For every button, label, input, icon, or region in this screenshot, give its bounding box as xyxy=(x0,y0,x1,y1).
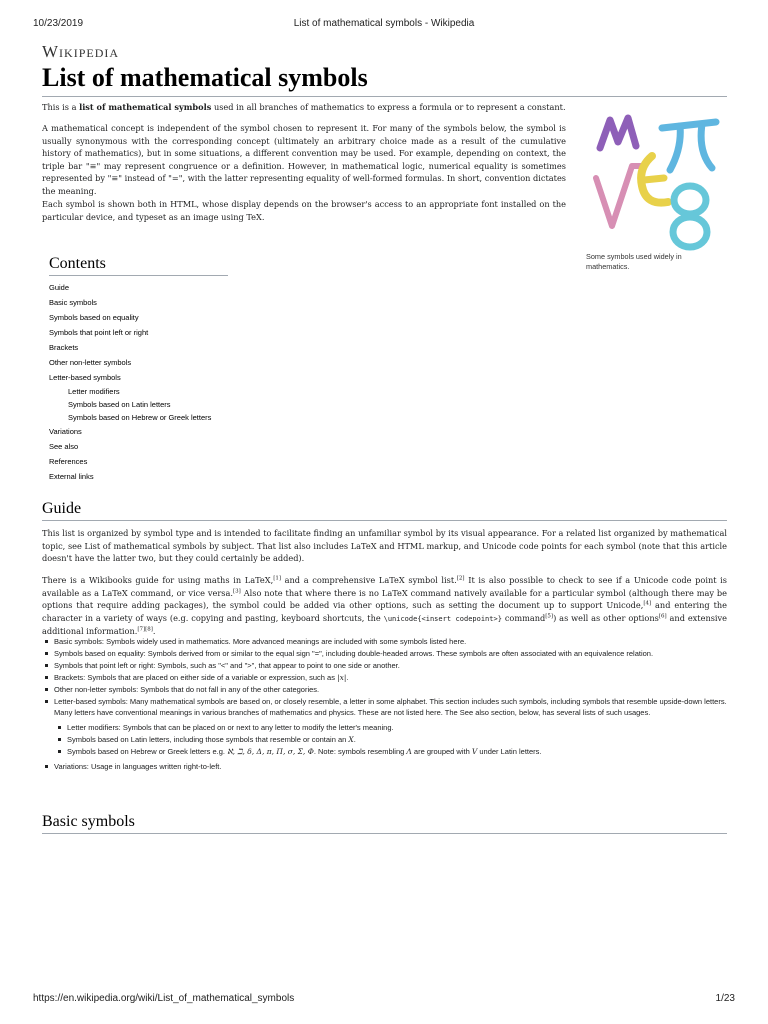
guide-p2-text: ) as well as other options xyxy=(553,612,659,623)
toc-item[interactable]: Symbols that point left or right xyxy=(49,328,149,337)
math-symbols-image[interactable] xyxy=(582,108,727,258)
guide-p2-text: It is also possible to check to see if a Unicode code point is available as a LaTeX command, or vice versa. xyxy=(42,575,728,598)
page-title: List of mathematical symbols xyxy=(42,63,727,97)
list-item-text: . xyxy=(346,673,349,682)
sub-list xyxy=(54,722,727,757)
guide-paragraph-1: This list is organized by symbol type and is intended to facilitate finding an unfamiliar symbol by its visual appearance. For a related list organized by mathematical topic, see List of mathematical symbols by subject. That list also includes LaTeX and HTML markup, and Unicode code points for each symbol (note that this article doesn't have the latter two, but they could certainly be added). xyxy=(42,528,727,563)
reference-link[interactable]: [5] xyxy=(545,612,554,619)
list-item xyxy=(54,746,727,757)
guide-p2-text: and entering the character in a variety of ways (e.g. copying and pasting, keyboard shortcuts, the xyxy=(42,600,727,623)
list-item xyxy=(42,696,727,757)
basic-symbols-heading: Basic symbols xyxy=(42,813,727,834)
toc-item[interactable]: Symbols based on Latin letters xyxy=(68,400,171,409)
math-expression: |x| xyxy=(337,673,347,682)
print-header xyxy=(0,18,768,32)
toc-item[interactable]: Other non-letter symbols xyxy=(49,358,132,367)
math-expression: X xyxy=(348,735,354,744)
toc-title: Contents xyxy=(49,255,228,276)
print-footer xyxy=(0,993,768,1007)
reference-link[interactable]: [2] xyxy=(456,575,465,582)
toc-item[interactable]: Letter-based symbols xyxy=(49,373,121,382)
toc-item[interactable]: External links xyxy=(49,472,94,481)
toc-item[interactable]: Basic symbols xyxy=(49,298,97,307)
toc-item[interactable]: Symbols based on equality xyxy=(49,313,139,322)
list-item xyxy=(42,672,727,683)
guide-paragraph-2 xyxy=(42,574,727,638)
wikipedia-logo[interactable]: Wikipedia xyxy=(42,42,120,61)
reference-link[interactable]: [4] xyxy=(643,600,652,607)
list-item-text: Letter-based symbols: Many mathematical symbols are based on, or closely resemble, a letter in some alphabet. This section includes such symbols, including symbols that resemble upside-down letters. Many letters have conventional meanings in various branches of mathematics and physics. These are not listed here. The See also section, below, has several lists of such usages. xyxy=(54,697,727,717)
reference-link[interactable]: [1] xyxy=(273,575,281,582)
list-item-text: Symbols based on Latin letters, including those symbols that resemble or contain an xyxy=(67,735,349,744)
print-title: List of mathematical symbols - Wikipedia xyxy=(293,18,475,29)
toc-item[interactable]: See also xyxy=(49,442,79,451)
lead-post: used in all branches of mathematics to express a formula or to represent a constant. xyxy=(211,102,566,112)
page-number: 1/23 xyxy=(715,993,735,1004)
reference-link[interactable]: [7][8] xyxy=(137,626,153,633)
reference-link[interactable]: [3] xyxy=(233,587,241,594)
guide-heading: Guide xyxy=(42,500,727,521)
guide-p2-text: Also note that where there is no LaTeX command natively available for a particular symbol (although there may be options that require adding packages), the symbol could be added via other options, such as setting the document up to support Unicode, xyxy=(42,587,727,610)
unicode-command-code: \unicode{<insert codepoint>} xyxy=(383,614,502,623)
intro-paragraph-2: Each symbol is shown both in HTML, whose display depends on the browser's access to an appropriate font installed on the particular device, and typeset as an image using TeX. xyxy=(42,199,566,222)
guide-p2-text: and a comprehensive LaTeX symbol list. xyxy=(280,575,457,585)
toc-list xyxy=(49,280,228,484)
reference-link[interactable]: [6] xyxy=(658,612,667,619)
list-item-text: under Latin letters. xyxy=(477,747,542,756)
figure-caption: Some symbols used widely in mathematics. xyxy=(586,252,682,271)
math-expression: V xyxy=(471,747,478,756)
list-item-text: are grouped with xyxy=(411,747,472,756)
list-item-text: Symbols based on Hebrew or Greek letters e.g. xyxy=(67,747,228,756)
guide-bullet-list xyxy=(42,636,727,773)
math-expression: Λ xyxy=(406,747,412,756)
toc-item[interactable]: Letter modifiers xyxy=(68,387,120,396)
toc-item[interactable]: Variations xyxy=(49,427,82,436)
list-item-text: . Note: symbols resembling xyxy=(313,747,407,756)
list-item: Variations: Usage in languages written right-to-left. xyxy=(42,761,727,772)
list-item: Symbols that point left or right: Symbols, such as "<" and ">", that appear to point to one side or another. xyxy=(42,660,727,671)
toc-item[interactable]: Symbols based on Hebrew or Greek letters xyxy=(68,413,212,422)
table-of-contents xyxy=(42,255,228,484)
guide-p2-text: . xyxy=(152,626,156,636)
intro-paragraph-1: A mathematical concept is independent of the symbol chosen to represent it. For many of the symbols below, the symbol is usually synonymous with the corresponding concept (ultimately an arbitrary choice made as a result of the cumulative history of mathematics), but in some situations, a different convention may be used. For example, depending on context, the triple bar "≡" may represent congruence or a definition. However, in mathematical logic, numerical equality is sometimes represented by "≡" instead of "=", with the latter representing equality of well-formed formulas. In short, convention dictates the meaning. xyxy=(42,123,566,196)
lead-pre: This is a xyxy=(42,102,80,112)
list-item: Other non-letter symbols: Symbols that do not fall in any of the other categories. xyxy=(42,684,727,695)
list-item: Letter modifiers: Symbols that can be placed on or next to any letter to modify the letter's meaning. xyxy=(54,722,727,733)
list-item: Symbols based on equality: Symbols derived from or similar to the equal sign "=", including double-headed arrows. These symbols are often associated with an equivalence relation. xyxy=(42,648,727,659)
math-expression: ℵ, ℶ, δ, Δ, π, Π, σ, Σ, Φ xyxy=(227,747,314,756)
list-item-text: . xyxy=(353,735,356,744)
list-item xyxy=(54,734,727,745)
toc-item[interactable]: Brackets xyxy=(49,343,79,352)
toc-item[interactable]: References xyxy=(49,457,88,466)
guide-p2-text: and extensive additional information. xyxy=(42,612,728,636)
print-date: 10/23/2019 xyxy=(33,18,84,29)
lead-bold: list of mathematical symbols xyxy=(79,102,212,112)
list-item-text: Brackets: Symbols that are placed on either side of a variable or expression, such as xyxy=(54,673,338,682)
print-url: https://en.wikipedia.org/wiki/List_of_mathematical_symbols xyxy=(33,993,295,1004)
list-item: Basic symbols: Symbols widely used in mathematics. More advanced meanings are included with some symbols listed here. xyxy=(42,636,727,647)
guide-p2-text: There is a Wikibooks guide for using maths in LaTeX, xyxy=(42,575,274,585)
toc-item[interactable]: Guide xyxy=(49,283,70,292)
guide-p2-text: command xyxy=(501,612,546,623)
